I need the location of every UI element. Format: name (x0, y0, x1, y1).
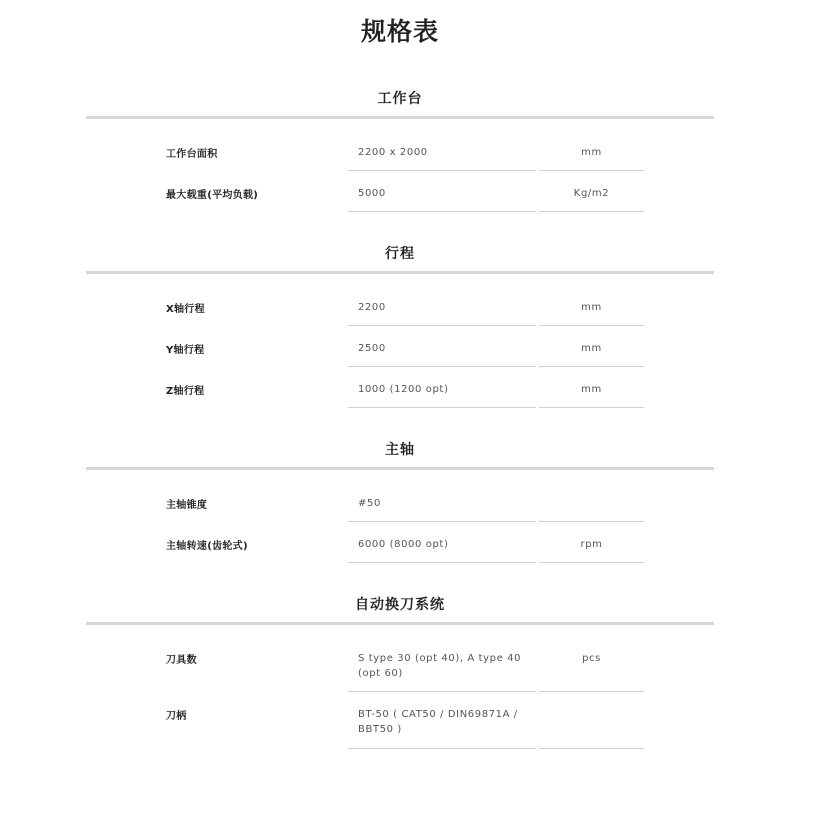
spec-unit (539, 496, 644, 522)
spec-row (86, 496, 714, 537)
spec-value (348, 537, 536, 563)
spec-row (86, 341, 714, 382)
spec-label: 主轴锥度 (166, 500, 208, 511)
spec-label: 刀具数 (166, 655, 197, 666)
section-divider (86, 622, 714, 625)
section-divider (86, 467, 714, 470)
spec-value-text: #50 (358, 498, 381, 509)
spec-label: 刀柄 (166, 711, 187, 722)
spec-unit-text: mm (581, 384, 602, 395)
spec-value (348, 186, 536, 212)
section-title: 行程 (385, 246, 415, 262)
spec-row (86, 145, 714, 186)
spec-label: 工作台面积 (166, 149, 218, 160)
spec-value (348, 707, 536, 749)
section-worktable (86, 89, 714, 227)
spec-value (348, 341, 536, 367)
spec-label: Y轴行程 (166, 345, 205, 356)
spec-unit (539, 707, 644, 749)
spec-row (86, 382, 714, 423)
section-divider (86, 271, 714, 274)
spec-value-text: 2200 (358, 302, 386, 313)
section-title: 主轴 (385, 442, 415, 458)
spec-label: Z轴行程 (166, 386, 205, 397)
section-title: 工作台 (377, 91, 423, 107)
spec-row (86, 186, 714, 227)
spec-label: X轴行程 (166, 304, 205, 315)
section-travel (86, 244, 714, 423)
spec-row (86, 300, 714, 341)
spec-value-text: BT-50 ( CAT50 / DIN69871A / BBT50 ) (358, 709, 518, 735)
spec-value-text: 5000 (358, 188, 386, 199)
spec-unit (539, 382, 644, 408)
spec-unit (539, 186, 644, 212)
spec-unit-text: mm (581, 147, 602, 158)
spec-unit (539, 651, 644, 692)
spec-unit-text: mm (581, 302, 602, 313)
spec-value (348, 145, 536, 171)
spec-unit (539, 145, 644, 171)
spec-unit (539, 537, 644, 563)
page-title: 规格表 (360, 17, 439, 46)
spec-unit-text: Kg/m2 (573, 188, 610, 199)
spec-value-text: 2500 (358, 343, 386, 354)
section-spindle (86, 440, 714, 578)
spec-unit (539, 300, 644, 326)
spec-value (348, 382, 536, 408)
spec-value (348, 496, 536, 522)
section-divider (86, 116, 714, 119)
spec-label: 最大载重(平均负载) (166, 190, 259, 201)
spec-value-text: 1000 (1200 opt) (358, 384, 449, 395)
spec-value-text: 2200 x 2000 (358, 147, 428, 158)
spec-unit-text: mm (581, 343, 602, 354)
spec-row (86, 651, 714, 707)
spec-label: 主轴转速(齿轮式) (166, 541, 248, 552)
spec-row (86, 537, 714, 578)
spec-value (348, 651, 536, 692)
spec-unit-text: rpm (580, 539, 603, 550)
spec-value-text: S type 30 (opt 40), A type 40 (opt 60) (358, 653, 522, 679)
section-title: 自动换刀系统 (355, 597, 445, 613)
spec-value (348, 300, 536, 326)
spec-unit (539, 341, 644, 367)
section-atc (86, 595, 714, 764)
spec-row (86, 707, 714, 764)
spec-unit-text: pcs (582, 653, 601, 664)
spec-value-text: 6000 (8000 opt) (358, 539, 449, 550)
